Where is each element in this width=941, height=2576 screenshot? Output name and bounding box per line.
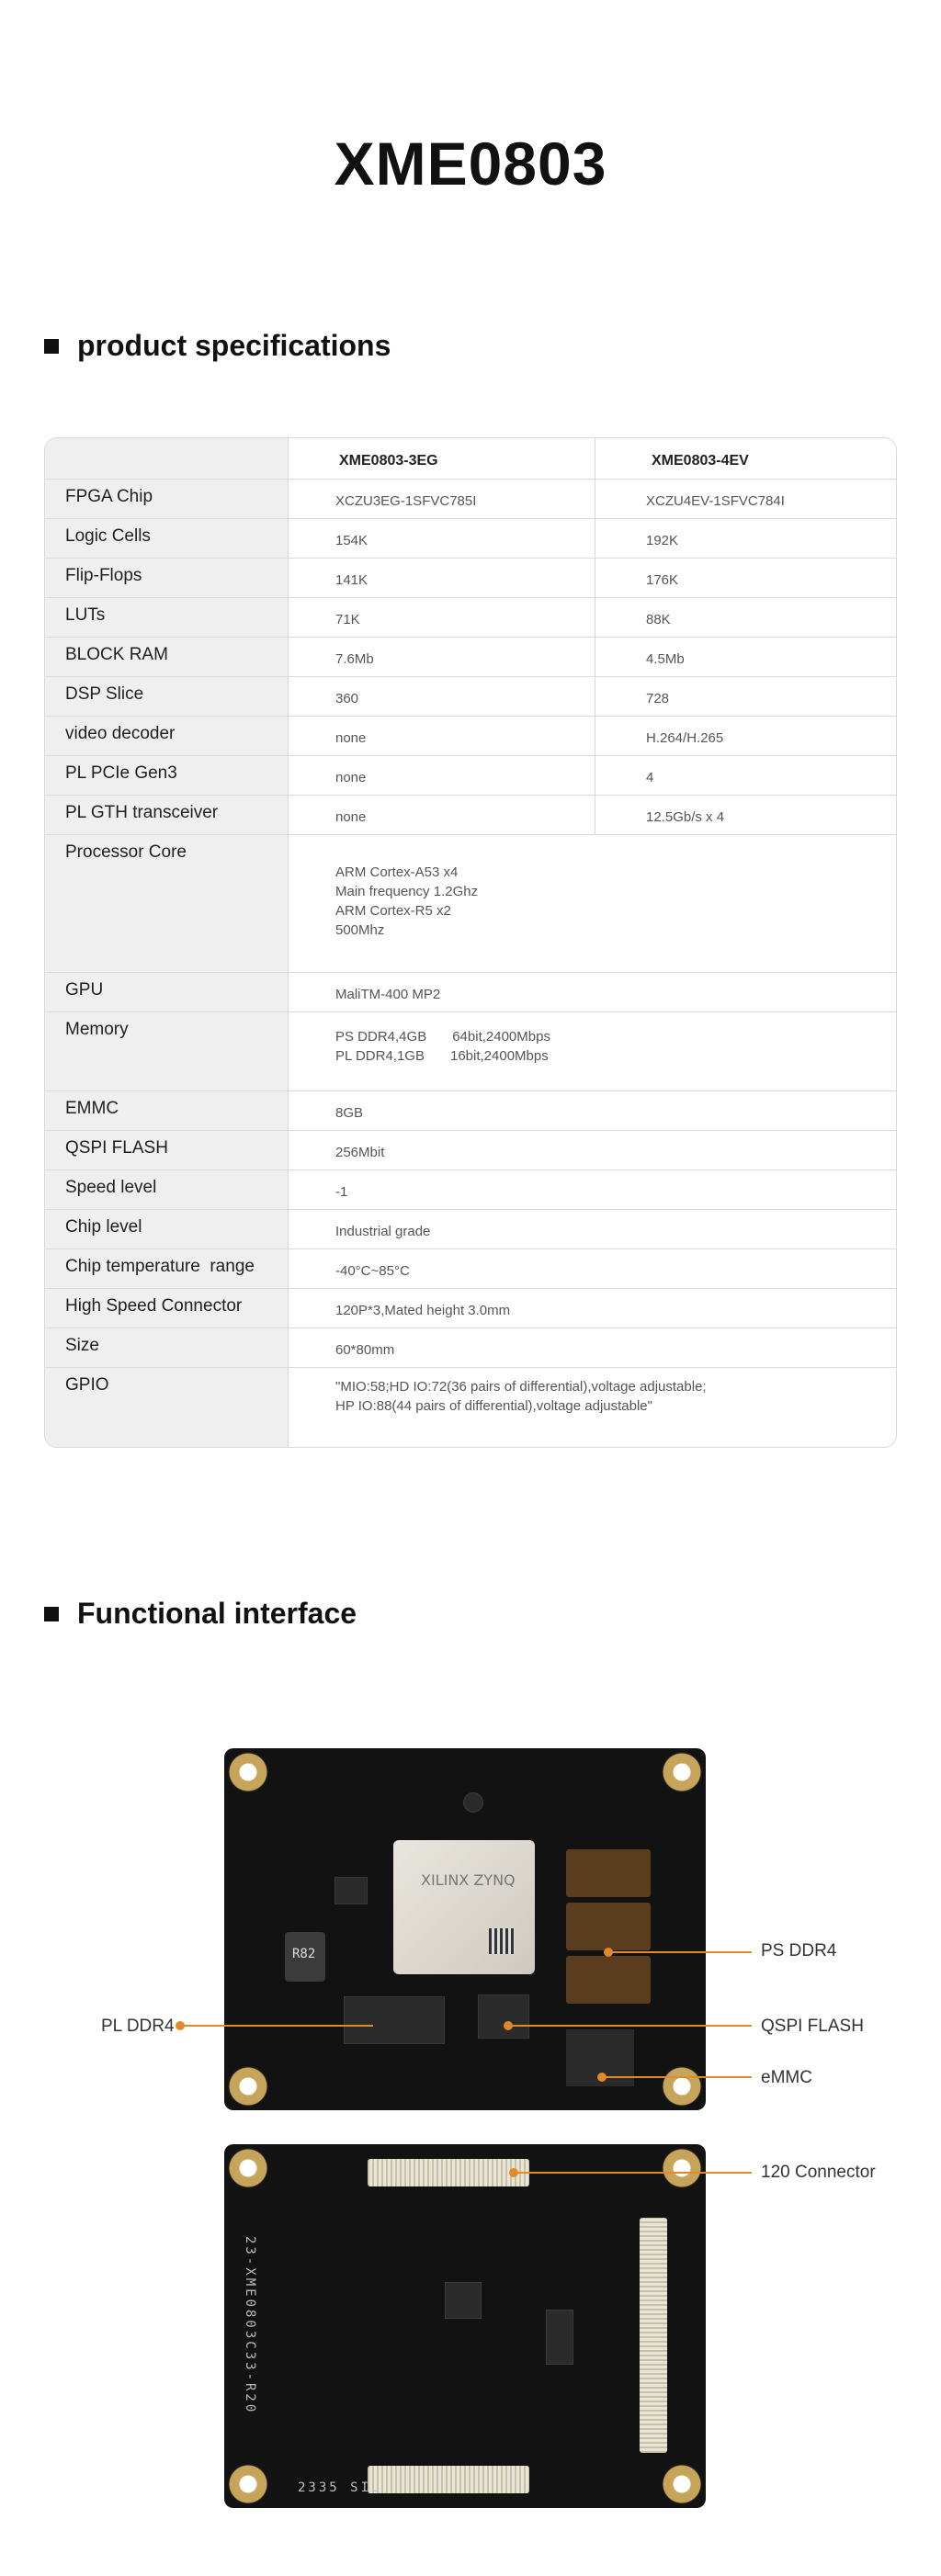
row-label: Speed level: [65, 1178, 157, 1197]
row-value: H.264/H.265: [646, 730, 724, 746]
row-value: -1: [335, 1184, 348, 1200]
row-label: GPIO: [65, 1375, 109, 1395]
row-label: PL PCIe Gen3: [65, 763, 177, 783]
callout-label: eMMC: [761, 2068, 812, 2087]
board-bottom-view: [224, 2144, 706, 2508]
row-value: 71K: [335, 612, 360, 627]
table-row: [45, 597, 896, 637]
row-value: 4: [646, 770, 654, 785]
silkscreen-id: 23-XME0803C33-R20: [243, 2236, 257, 2415]
page-title: XME0803: [334, 130, 607, 198]
row-label: EMMC: [65, 1099, 119, 1118]
memory-bus: 64bit,2400Mbps: [452, 1029, 550, 1045]
row-value: [335, 863, 478, 940]
row-label: PL GTH transceiver: [65, 803, 219, 822]
callout-label: PS DDR4: [761, 1941, 837, 1960]
callout-line-ps-ddr4: [608, 1951, 752, 1953]
section-title: product specifications: [77, 329, 391, 362]
row-label: LUTs: [65, 605, 106, 625]
row-label: QSPI FLASH: [65, 1138, 168, 1158]
mounting-hole-icon: [228, 2148, 268, 2188]
row-label: Chip level: [65, 1217, 142, 1237]
row-value: 88K: [646, 612, 671, 627]
row-label: High Speed Connector: [65, 1296, 243, 1316]
table-row: [45, 479, 896, 518]
section-title: Functional interface: [77, 1597, 357, 1630]
value-line: ARM Cortex-R5 x2: [335, 903, 451, 919]
row-value: 60*80mm: [335, 1342, 395, 1358]
row-value: XCZU3EG-1SFVC785I: [335, 493, 477, 509]
connector-side: [640, 2218, 667, 2453]
row-label: Size: [65, 1336, 99, 1355]
board-top-view: [224, 1748, 706, 2110]
row-value: none: [335, 730, 367, 746]
mounting-hole-icon: [662, 2148, 702, 2188]
table-row: [45, 795, 896, 834]
table-row: [45, 518, 896, 558]
row-value: 154K: [335, 533, 368, 548]
row-value: 12.5Gb/s x 4: [646, 809, 725, 825]
value-line: [335, 1027, 550, 1046]
callout-line-connector: [514, 2172, 752, 2174]
ram-chip: [566, 1903, 651, 1950]
table-row-processor-core: [45, 834, 896, 972]
row-value: 120P*3,Mated height 3.0mm: [335, 1303, 511, 1318]
table-row: [45, 1090, 896, 1130]
table-row: [45, 1248, 896, 1288]
mounting-hole-icon: [228, 1752, 268, 1792]
callout-label: PL DDR4: [101, 2017, 175, 2036]
row-value: 728: [646, 691, 670, 706]
soc-chip: [393, 1840, 535, 1974]
row-value: XCZU4EV-1SFVC784I: [646, 493, 785, 509]
row-label: BLOCK RAM: [65, 645, 168, 664]
row-label: GPU: [65, 980, 104, 1000]
table-row: [45, 637, 896, 676]
section-heading-specs: [44, 329, 391, 363]
row-value: 141K: [335, 572, 368, 588]
table-row-gpio: [45, 1367, 896, 1448]
callout-line-pl-ddr4: [180, 2025, 373, 2027]
silkscreen-date: 2335 SIL: [298, 2480, 382, 2495]
row-value: 256Mbit: [335, 1145, 385, 1160]
row-value: Industrial grade: [335, 1224, 431, 1239]
table-row: [45, 1328, 896, 1367]
qspi-flash-chip: [478, 1994, 529, 2039]
spec-table: [44, 437, 897, 1448]
table-row: [45, 716, 896, 755]
callout-line-emmc: [602, 2076, 752, 2078]
memory-bus: 16bit,2400Mbps: [449, 1048, 549, 1064]
component: [445, 2282, 482, 2319]
row-label: FPGA Chip: [65, 487, 153, 506]
row-label: Chip temperature range: [65, 1257, 255, 1276]
row-value: -40°C~85°C: [335, 1263, 410, 1279]
table-row: [45, 755, 896, 795]
connector-top: [368, 2159, 529, 2186]
row-label: Logic Cells: [65, 526, 151, 546]
mounting-hole-icon: [662, 2066, 702, 2107]
table-row-memory: [45, 1011, 896, 1090]
table-row: [45, 558, 896, 597]
inductor: [285, 1932, 325, 1982]
table-row: [45, 1288, 896, 1328]
component: [334, 1877, 368, 1904]
memory-type: PS DDR4,4GB: [335, 1029, 427, 1045]
callout-label: QSPI FLASH: [761, 2017, 864, 2036]
memory-type: PL DDR4,1GB: [335, 1048, 425, 1064]
value-line: [335, 1046, 550, 1066]
row-value: 176K: [646, 572, 679, 588]
column-header: XME0803-4EV: [652, 453, 749, 469]
ram-chip: [566, 1849, 651, 1897]
table-row: [45, 1209, 896, 1248]
row-label: Memory: [65, 1020, 129, 1039]
column-header: XME0803-3EG: [339, 453, 438, 469]
value-line: "MIO:58;HD IO:72(36 pairs of differential),voltage adjustable;: [335, 1379, 707, 1395]
value-line: 500Mhz: [335, 922, 385, 938]
table-row: [45, 1130, 896, 1169]
mounting-hole-icon: [228, 2464, 268, 2504]
mounting-hole-icon: [228, 2066, 268, 2107]
row-label: Flip-Flops: [65, 566, 142, 585]
row-value: [335, 1027, 550, 1066]
bullet-square-icon: [44, 339, 59, 354]
component: [546, 2310, 573, 2365]
value-line: Main frequency 1.2Ghz: [335, 884, 479, 899]
table-row-gpu: [45, 972, 896, 1011]
soc-logo: XILINX ZYNQ: [421, 1871, 516, 1889]
table-row: [45, 676, 896, 716]
mounting-hole-icon: [662, 1752, 702, 1792]
component: [463, 1792, 483, 1813]
row-value: 4.5Mb: [646, 651, 685, 667]
value-line: ARM Cortex-A53 x4: [335, 864, 459, 880]
row-label: DSP Slice: [65, 684, 144, 704]
row-value: 8GB: [335, 1105, 364, 1121]
row-value: [335, 1377, 707, 1416]
inductor-label: R82: [292, 1947, 316, 1961]
row-value: none: [335, 809, 367, 825]
row-value: 7.6Mb: [335, 651, 374, 667]
value-line: HP IO:88(44 pairs of differential),voltage adjustable": [335, 1398, 652, 1414]
connector-bottom: [368, 2466, 529, 2493]
table-header-row: [45, 438, 896, 479]
callout-line-qspi-flash: [508, 2025, 752, 2027]
row-value: none: [335, 770, 367, 785]
row-value: MaliTM-400 MP2: [335, 987, 441, 1002]
mounting-hole-icon: [662, 2464, 702, 2504]
row-value: 360: [335, 691, 359, 706]
ram-chip: [566, 1956, 651, 2004]
pl-ddr4-chip: [344, 1996, 445, 2044]
table-row: [45, 1169, 896, 1209]
qr-code-icon: [489, 1928, 515, 1954]
section-heading-interface: [44, 1597, 357, 1631]
bullet-square-icon: [44, 1607, 59, 1621]
row-label: Processor Core: [65, 842, 187, 862]
row-label: video decoder: [65, 724, 176, 743]
callout-label: 120 Connector: [761, 2163, 876, 2182]
row-value: 192K: [646, 533, 679, 548]
